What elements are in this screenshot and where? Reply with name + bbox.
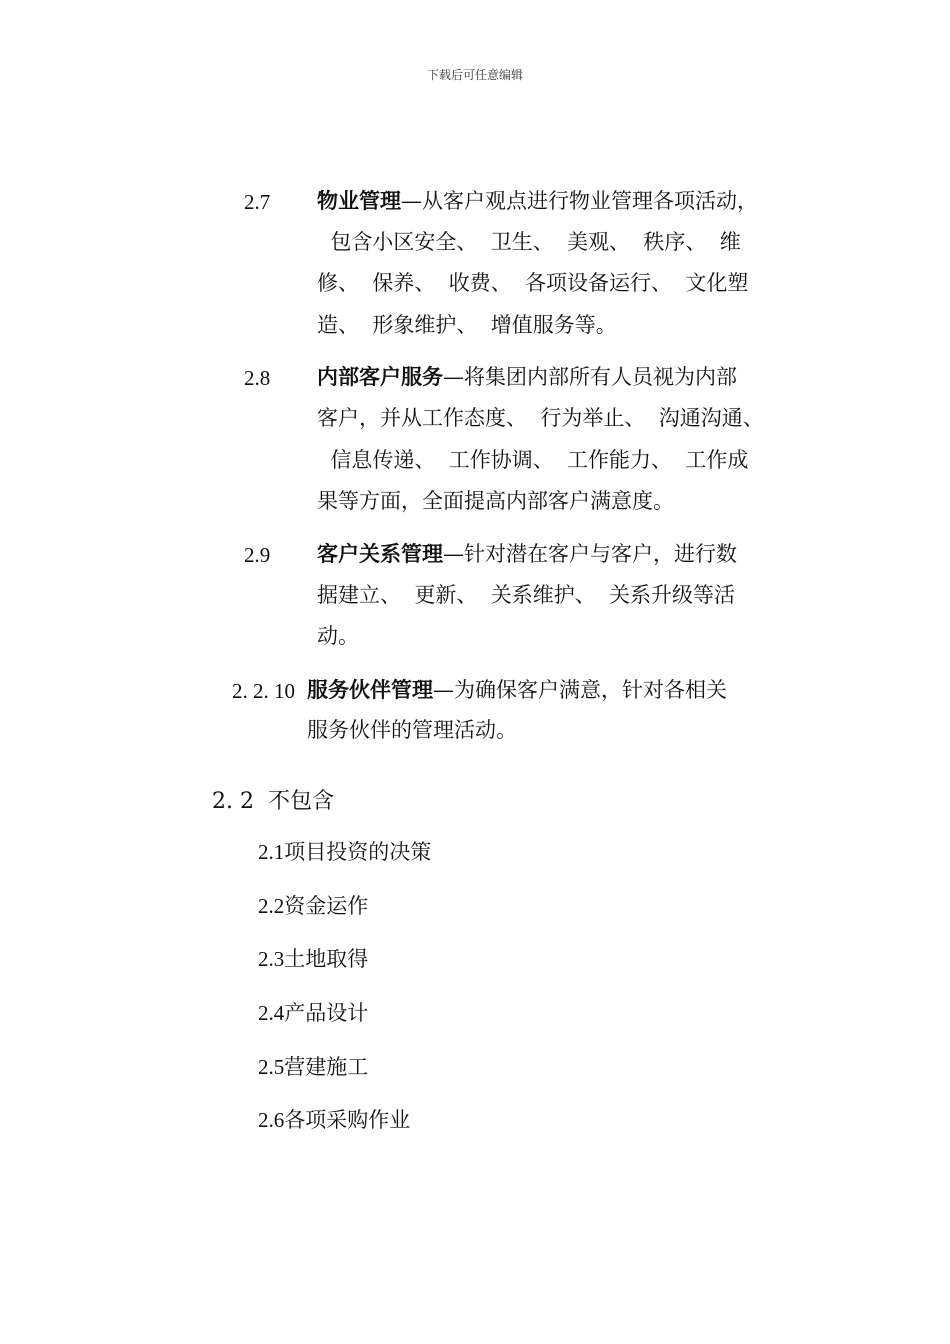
list-item — [258, 836, 431, 866]
item-line: 造、 形象维护、 增值服务等。 — [317, 313, 617, 337]
list-item-number: 2.5 — [258, 1055, 285, 1079]
list-item-text: 产品设计 — [284, 1001, 369, 1025]
item-text: —为确保客户满意，针对各相关 — [433, 678, 727, 702]
list-item — [258, 1104, 410, 1134]
list-item — [258, 890, 368, 920]
item-term: 客户关系管理 — [317, 541, 443, 566]
item-line: 动。 — [317, 624, 359, 648]
item-number: 2.7 — [244, 190, 271, 214]
list-item-number: 2.2 — [258, 894, 285, 918]
list-item-text: 营建施工 — [284, 1055, 369, 1079]
item-number: 2.8 — [244, 366, 271, 390]
list-item-number: 2.1 — [258, 840, 285, 864]
list-item-text: 土地取得 — [284, 947, 369, 971]
item-number: 2. 2. 10 — [232, 679, 295, 703]
list-item-number: 2.6 — [258, 1108, 285, 1132]
list-item-text: 资金运作 — [284, 894, 369, 918]
page-header: 下载后可任意编辑 — [426, 68, 523, 82]
item-line: 包含小区安全、 卫生、 美观、 秩序、 维 — [317, 230, 741, 254]
list-item — [258, 943, 368, 973]
section-number: 2. 2 — [212, 789, 254, 814]
list-item — [258, 1051, 368, 1081]
item-text: —从客户观点进行物业管理各项活动， — [401, 189, 758, 213]
item-text: —针对潜在客户与客户，进行数 — [443, 542, 737, 566]
list-item-text: 各项采购作业 — [284, 1108, 411, 1132]
section-title: 不包含 — [267, 789, 334, 814]
item-line — [317, 190, 758, 212]
list-item — [258, 997, 368, 1027]
item-line: 服务伙伴的管理活动。 — [307, 718, 517, 742]
item-line: 果等方面，全面提高内部客户满意度。 — [317, 489, 674, 513]
item-line — [307, 679, 727, 701]
item-term: 物业管理 — [317, 188, 401, 213]
item-line: 修、 保养、 收费、 各项设备运行、 文化塑 — [317, 271, 749, 295]
list-item-number: 2.3 — [258, 947, 285, 971]
item-number: 2.9 — [244, 543, 271, 567]
section-heading — [212, 784, 334, 815]
item-line: 信息传递、 工作协调、 工作能力、 工作成 — [317, 448, 749, 472]
item-line: 客户，并从工作态度、 行为举止、 沟通沟通、 — [317, 406, 764, 430]
list-item-text: 项目投资的决策 — [284, 840, 432, 864]
item-line: 据建立、 更新、 关系维护、 关系升级等活 — [317, 583, 736, 607]
item-text: —将集团内部所有人员视为内部 — [443, 365, 737, 389]
item-line — [317, 543, 737, 565]
item-term: 内部客户服务 — [317, 364, 443, 389]
item-line — [317, 366, 737, 388]
item-term: 服务伙伴管理 — [307, 677, 433, 702]
list-item-number: 2.4 — [258, 1001, 285, 1025]
